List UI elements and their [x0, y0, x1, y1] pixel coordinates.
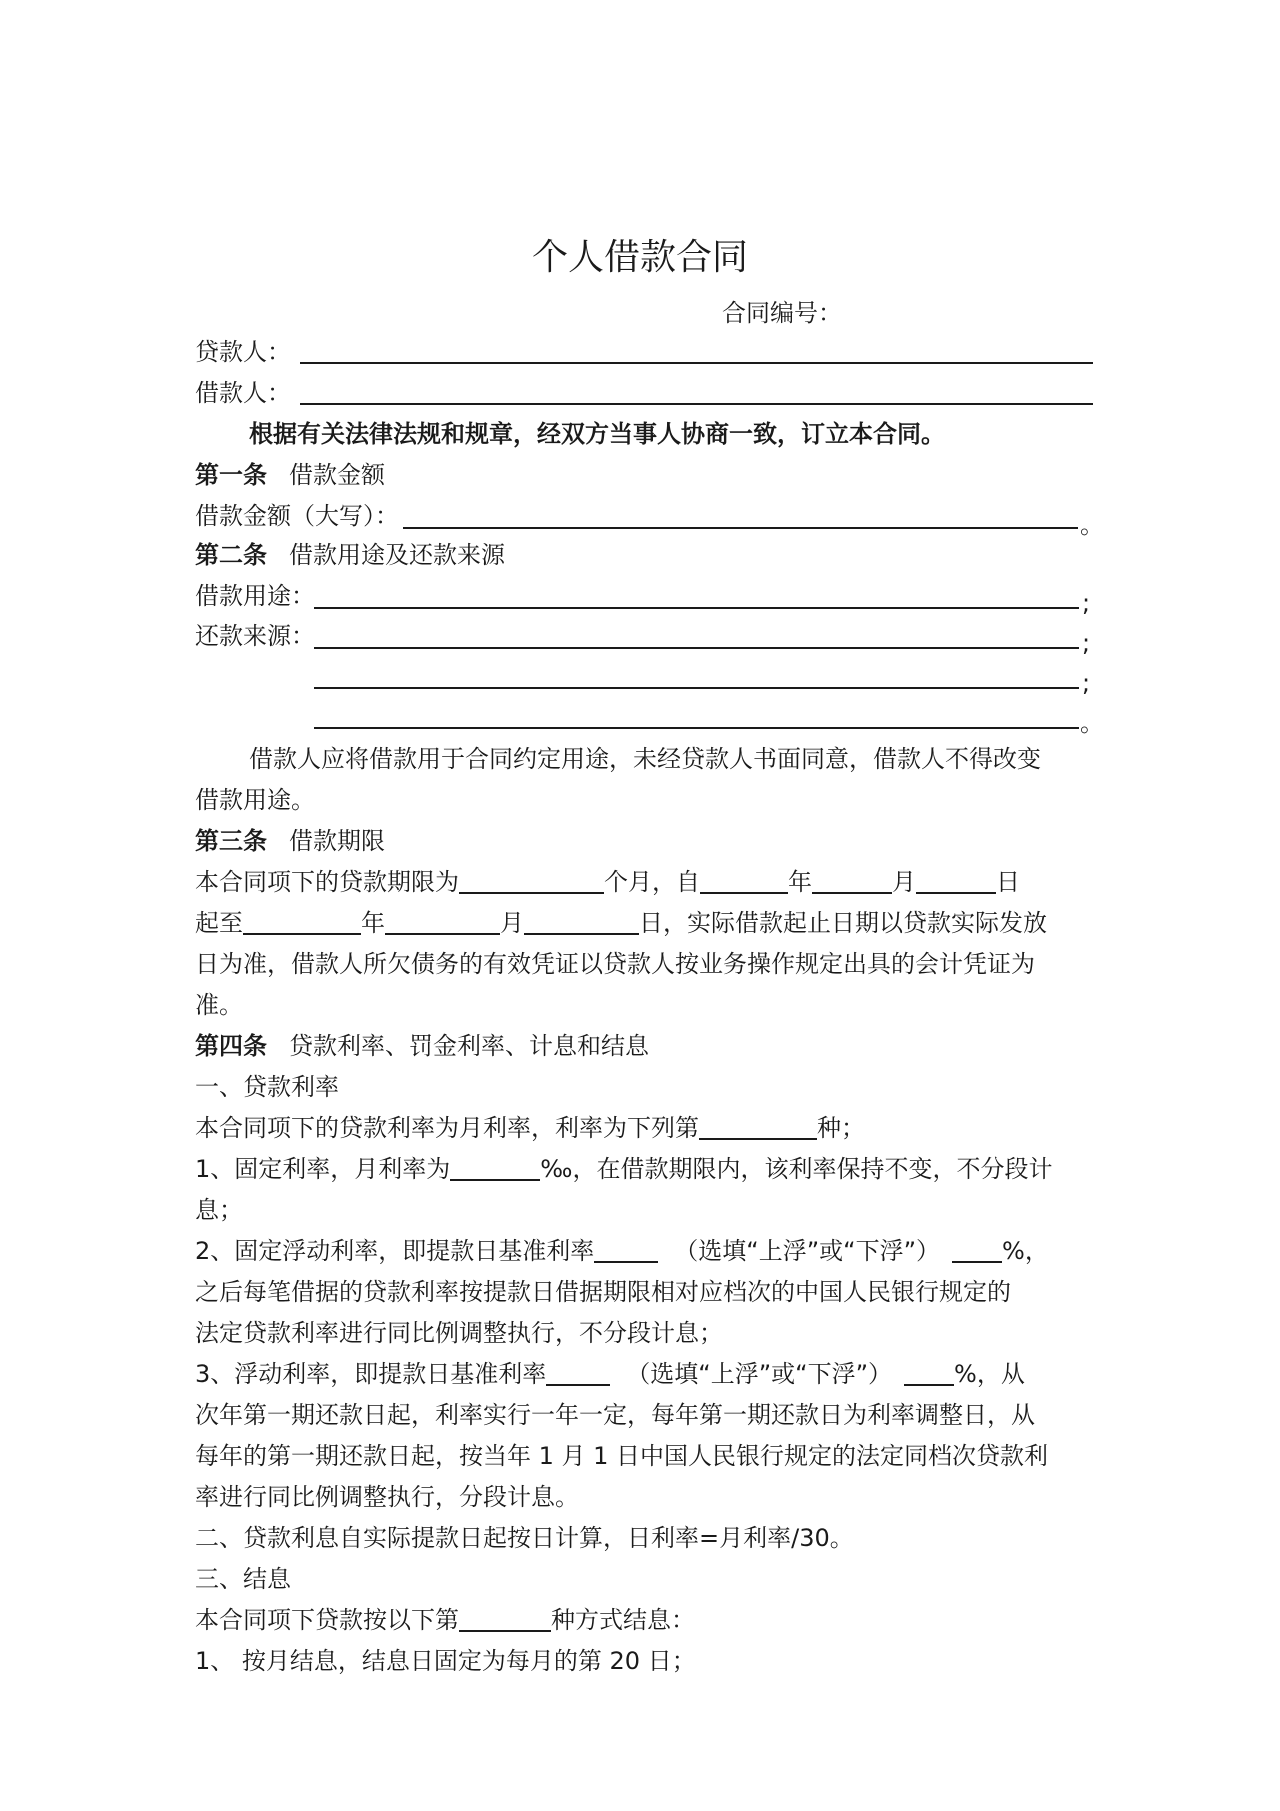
lender-blank[interactable] — [300, 362, 1093, 364]
fixed-rate-line-2: 息； — [195, 1196, 243, 1224]
article-2-number: 第二条 — [195, 541, 267, 569]
fixed-rate-text-b: ‰，在借款期限内，该利率保持不变，不分段计 — [540, 1155, 1053, 1183]
start-day-blank[interactable] — [916, 866, 996, 894]
source-end-3: 。 — [1080, 709, 1104, 737]
fixed-float-text-b: （选填“上浮”或“下浮”） — [674, 1237, 941, 1265]
term-text-f: 起至 — [195, 909, 243, 937]
section-2-text: 二、贷款利息自实际提款日起按日计算，日利率=月利率/30。 — [195, 1524, 854, 1552]
term-line-3: 日为准，借款人所欠债务的有效凭证以贷款人按业务操作规定出具的会计凭证为 — [195, 950, 1035, 978]
term-text-d: 月 — [892, 868, 916, 896]
article-3-heading — [195, 821, 385, 861]
term-line-2 — [195, 903, 1047, 943]
article-1-title: 借款金额 — [289, 461, 385, 489]
floating-rate-line-2: 次年第一期还款日起，利率实行一年一定，每年第一期还款日为利率调整日，从 — [195, 1401, 1035, 1429]
source-blank-2[interactable] — [314, 687, 1079, 689]
article-1-heading — [195, 455, 385, 495]
term-text-h: 月 — [500, 909, 524, 937]
article-3-title: 借款期限 — [289, 827, 385, 855]
preamble: 根据有关法律法规和规章，经双方当事人协商一致，订立本合同。 — [249, 420, 945, 448]
page-title: 个人借款合同 — [531, 237, 748, 278]
amount-label: 借款金额（大写）： — [195, 502, 399, 530]
article-4-title: 贷款利率、罚金利率、计息和结息 — [289, 1032, 649, 1060]
term-text-a: 本合同项下的贷款期限为 — [195, 868, 459, 896]
settlement-method-blank[interactable] — [459, 1604, 551, 1632]
source-label: 还款来源： — [195, 622, 315, 650]
borrower-blank[interactable] — [300, 403, 1093, 405]
end-month-blank[interactable] — [385, 907, 500, 935]
start-year-blank[interactable] — [700, 866, 788, 894]
end-day-blank[interactable] — [524, 907, 639, 935]
settlement-option-1: 1、 按月结息，结息日固定为每月的第 20 日； — [195, 1647, 696, 1675]
source-blank-3[interactable] — [314, 727, 1079, 729]
floating-rate-line-3: 每年的第一期还款日起，按当年 1 月 1 日中国人民银行规定的法定同档次贷款利 — [195, 1442, 1049, 1470]
floating-rate-line — [195, 1354, 1025, 1394]
fixed-float-text-c: %， — [1002, 1237, 1049, 1265]
term-months-blank[interactable] — [459, 866, 604, 894]
amount-blank[interactable] — [403, 527, 1078, 529]
settlement-text-b: 种方式结息： — [551, 1606, 695, 1634]
term-text-i: 日，实际借款起止日期以贷款实际发放 — [639, 909, 1047, 937]
fixed-rate-text-a: 1、固定利率，月利率为 — [195, 1155, 451, 1183]
floating-text-c: %，从 — [954, 1360, 1025, 1388]
borrower-label: 借款人： — [195, 379, 291, 407]
article-2-title: 借款用途及还款来源 — [289, 541, 505, 569]
purpose-clause-line-1: 借款人应将借款用于合同约定用途，未经贷款人书面同意，借款人不得改变 — [249, 745, 1041, 773]
article-2-heading — [195, 535, 505, 575]
amount-end: 。 — [1080, 511, 1104, 539]
section-1-heading: 一、贷款利率 — [195, 1073, 339, 1101]
purpose-label: 借款用途： — [195, 582, 315, 610]
purpose-blank[interactable] — [314, 607, 1079, 609]
fixed-float-direction-blank[interactable] — [594, 1235, 658, 1263]
floating-rate-line-4: 率进行同比例调整执行，分段计息。 — [195, 1483, 579, 1511]
section-3-heading: 三、结息 — [195, 1565, 291, 1593]
rate-type-blank[interactable] — [699, 1112, 817, 1140]
fixed-rate-blank[interactable] — [450, 1153, 540, 1181]
fixed-float-line-2: 之后每笔借据的贷款利率按提款日借据期限相对应档次的中国人民银行规定的 — [195, 1278, 1011, 1306]
floating-text-a: 3、浮动利率，即提款日基准利率 — [195, 1360, 547, 1388]
fixed-float-text-a: 2、固定浮动利率，即提款日基准利率 — [195, 1237, 595, 1265]
fixed-rate-line — [195, 1149, 1052, 1189]
lender-label: 贷款人： — [195, 338, 291, 366]
term-text-b: 个月，自 — [604, 868, 700, 896]
term-text-e: 日 — [996, 868, 1020, 896]
rate-type-text-a: 本合同项下的贷款利率为月利率，利率为下列第 — [195, 1114, 699, 1142]
fixed-float-percent-blank[interactable] — [952, 1235, 1002, 1263]
settlement-line — [195, 1600, 695, 1640]
contract-number-label: 合同编号： — [722, 299, 842, 327]
term-line-4: 准。 — [195, 991, 243, 1019]
floating-text-b: （选填“上浮”或“下浮”） — [626, 1360, 893, 1388]
source-end-1: ; — [1082, 629, 1091, 657]
fixed-float-line — [195, 1231, 1049, 1271]
article-1-number: 第一条 — [195, 461, 267, 489]
start-month-blank[interactable] — [812, 866, 892, 894]
term-line-1 — [195, 862, 1020, 902]
purpose-end: ; — [1082, 589, 1091, 617]
term-text-g: 年 — [361, 909, 385, 937]
rate-type-text-b: 种； — [817, 1114, 865, 1142]
article-4-number: 第四条 — [195, 1032, 267, 1060]
floating-direction-blank[interactable] — [546, 1358, 610, 1386]
rate-type-line — [195, 1108, 865, 1148]
fixed-float-line-3: 法定贷款利率进行同比例调整执行，不分段计息； — [195, 1319, 723, 1347]
purpose-clause-line-2: 借款用途。 — [195, 786, 315, 814]
source-blank-1[interactable] — [314, 647, 1079, 649]
term-text-c: 年 — [788, 868, 812, 896]
source-end-2: ; — [1082, 669, 1091, 697]
article-3-number: 第三条 — [195, 827, 267, 855]
settlement-text-a: 本合同项下贷款按以下第 — [195, 1606, 459, 1634]
floating-percent-blank[interactable] — [904, 1358, 954, 1386]
end-year-blank[interactable] — [243, 907, 361, 935]
article-4-heading — [195, 1026, 649, 1066]
